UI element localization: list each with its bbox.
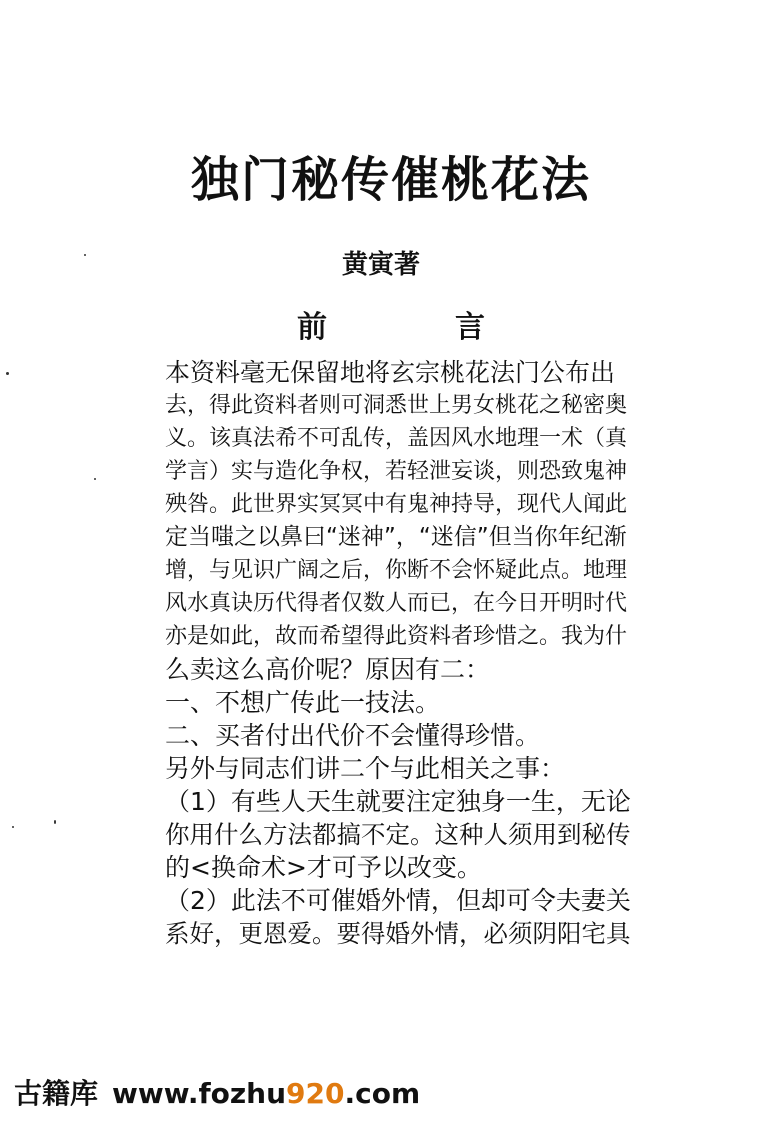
body-line: 系好，更恩爱。要得婚外情，必须阴阳宅具 [165,919,631,948]
body-line: （1）有些人天生就要注定独身一生，无论 [165,787,631,816]
body-line: 去，得此资料者则可洞悉世上男女桃花之秘密奥 [165,393,628,418]
body-line: 你用什么方法都搞不定。这种人须用到秘传 [165,820,631,849]
body-line: 亦是如此，故而希望得此资料者珍惜之。我为什 [165,624,628,649]
document-title: 独门秘传催桃花法 [190,152,591,208]
body-line: 一、不想广传此一技法。 [165,688,441,717]
body-line: 另外与同志们讲二个与此相关之事： [165,754,566,783]
preface-heading-char-1: 前 [297,310,327,345]
preface-body [165,356,635,950]
scan-speck [94,478,96,480]
body-line: 么卖这么高价呢？原因有二： [165,655,491,684]
body-line: 风水真诀历代得者仅数人而已，在今日开明时代 [165,591,628,616]
scan-speck [54,820,56,824]
body-line: 定当嗤之以鼻曰“迷神”，“迷信”但当你年纪渐 [165,524,627,550]
site-name: 古籍库 [14,1077,99,1110]
body-line: 殃咎。此世界实冥冥中有鬼神持导，现代人闻此 [165,492,628,517]
body-line: 二、买者付出代价不会懂得珍惜。 [165,721,541,750]
body-line: 本资料毫无保留地将玄宗桃花法门公布出 [165,358,616,387]
scan-speck [12,826,14,828]
site-url-part: .com [344,1077,421,1110]
body-line: 义。该真法希不可乱传，盖因风水地理一术（真 [165,426,628,451]
author-line: 黄寅著 [341,250,420,280]
preface-heading [0,308,782,348]
site-url-part: 920 [286,1077,345,1110]
scan-speck [6,372,9,375]
body-line: 的<换命术>才可予以改变。 [165,853,482,882]
body-line: 学言）实与造化争权，若轻泄妄谈，则恐致鬼神 [165,459,628,484]
watermark-footer [14,1074,420,1114]
site-url-part: www.fozhu [112,1077,287,1110]
body-line: 增，与见识广阔之后，你断不会怀疑此点。地理 [165,558,628,583]
body-line: （2）此法不可催婚外情，但却可令夫妻关 [165,886,631,915]
scan-speck [84,254,86,256]
preface-heading-char-2: 言 [455,310,485,345]
